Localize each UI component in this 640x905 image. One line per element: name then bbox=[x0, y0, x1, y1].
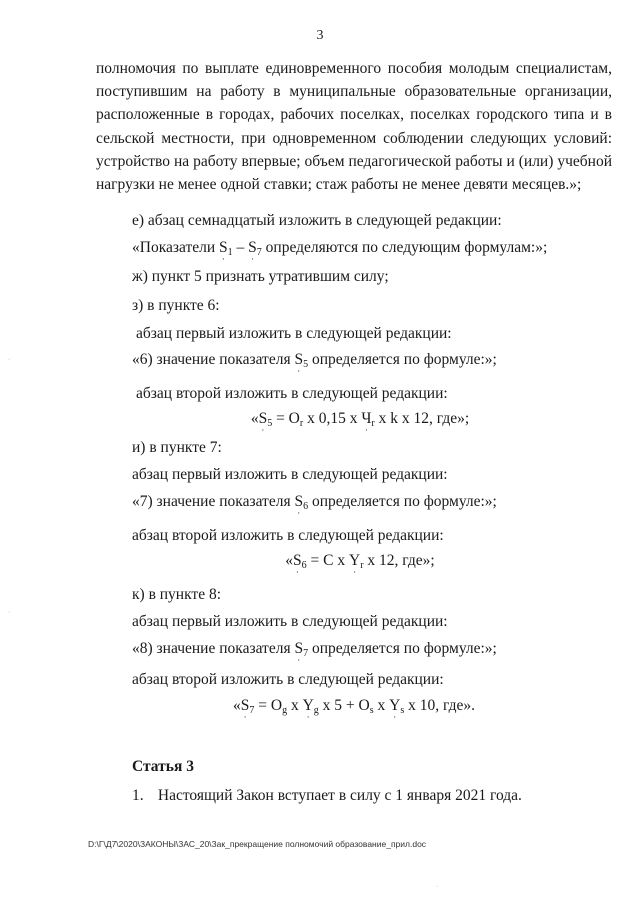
item-i-line: и) в пункте 7: bbox=[132, 439, 222, 456]
item-z-line: з) в пункте 6: bbox=[132, 297, 220, 314]
indicator-s5: S · bbox=[294, 351, 304, 376]
intro-paragraph: полномочия по выплате единовременного пособия молодым специалистам, поступившим на работу в муниципальные образовательные организации, расположенные в городах, рабочих поселках, поселках городского типа и в сельской местности, при одновременном соблюдении следующих условий: устройство на работу впервые; объем педагогической работы и (или) учебной нагрузки не менее одной ставки; стаж работы не менее девяти месяцев.»; bbox=[96, 60, 612, 194]
indicator-s7-sub: 7 bbox=[256, 247, 262, 258]
article-item bbox=[132, 787, 522, 805]
indicator-s7: S · bbox=[248, 239, 257, 264]
item-z-para2: абзац второй изложить в следующей редакции: bbox=[136, 385, 448, 402]
formula-s6: «S · $_6$ = C x Y · $_r$ x 12, где»; bbox=[285, 552, 435, 577]
footer-file-path: D:\Г\Д7\2020\ЗАКОНЫ\ЗАС_20\Зак_прекращение полномочий образование_прил.doc bbox=[88, 839, 427, 849]
article-heading: Статья 3 bbox=[132, 758, 194, 775]
formula-s7: «S · $_7 = O_g$ x Y · $_g$ x $5 + O_s$ x Y · $_s$ x 10, где». bbox=[233, 697, 475, 722]
item-e-quote bbox=[132, 239, 548, 264]
item-k-para1: абзац первый изложить в следующей редакции: bbox=[132, 613, 448, 630]
page-number: 3 bbox=[316, 28, 324, 43]
quote-prefix: «Показатели bbox=[132, 239, 216, 256]
item-k-quote: «8) значение показателя S · $_7$ определяется по формуле:»; bbox=[132, 640, 497, 665]
indicator-s1: S · bbox=[219, 239, 228, 264]
item-k-para2: абзац второй изложить в следующей редакции: bbox=[132, 671, 444, 688]
item-k-line: к) в пункте 8: bbox=[132, 586, 222, 603]
article-item-number: 1. bbox=[132, 787, 144, 804]
indicator-s1-sub: 1 bbox=[227, 247, 233, 258]
item-i-quote: «7) значение показателя S · $_6$ определяется по формуле:»; bbox=[132, 493, 497, 518]
item-i-para2: абзац второй изложить в следующей редакции: bbox=[132, 527, 444, 544]
item-e-line: е) абзац семнадцатый изложить в следующей редакции: bbox=[132, 212, 502, 229]
indicator-s6: S · bbox=[294, 493, 304, 518]
quote-suffix: определяются по следующим формулам:»; bbox=[265, 239, 548, 256]
scan-speck: · bbox=[436, 884, 438, 890]
indicator-s7b: S · bbox=[294, 640, 304, 665]
scan-speck: · bbox=[8, 610, 10, 616]
item-z-para1: абзац первый изложить в следующей редакции: bbox=[136, 325, 452, 342]
item-z-quote: «6) значение показателя S · $_5$ определяется по формуле:»; bbox=[132, 351, 497, 376]
formula-s5: «S · $_5 = O_r$ x 0,15 x Ч · $_r$ x k x 12, где»; bbox=[250, 410, 470, 435]
item-i-para1: абзац первый изложить в следующей редакции: bbox=[132, 466, 448, 483]
scan-speck: · bbox=[8, 357, 10, 363]
article-item-text: Настоящий Закон вступает в силу с 1 января 2021 года. bbox=[157, 787, 522, 804]
dash: – bbox=[236, 239, 245, 256]
item-zh-line: ж) пункт 5 признать утратившим силу; bbox=[132, 268, 389, 285]
